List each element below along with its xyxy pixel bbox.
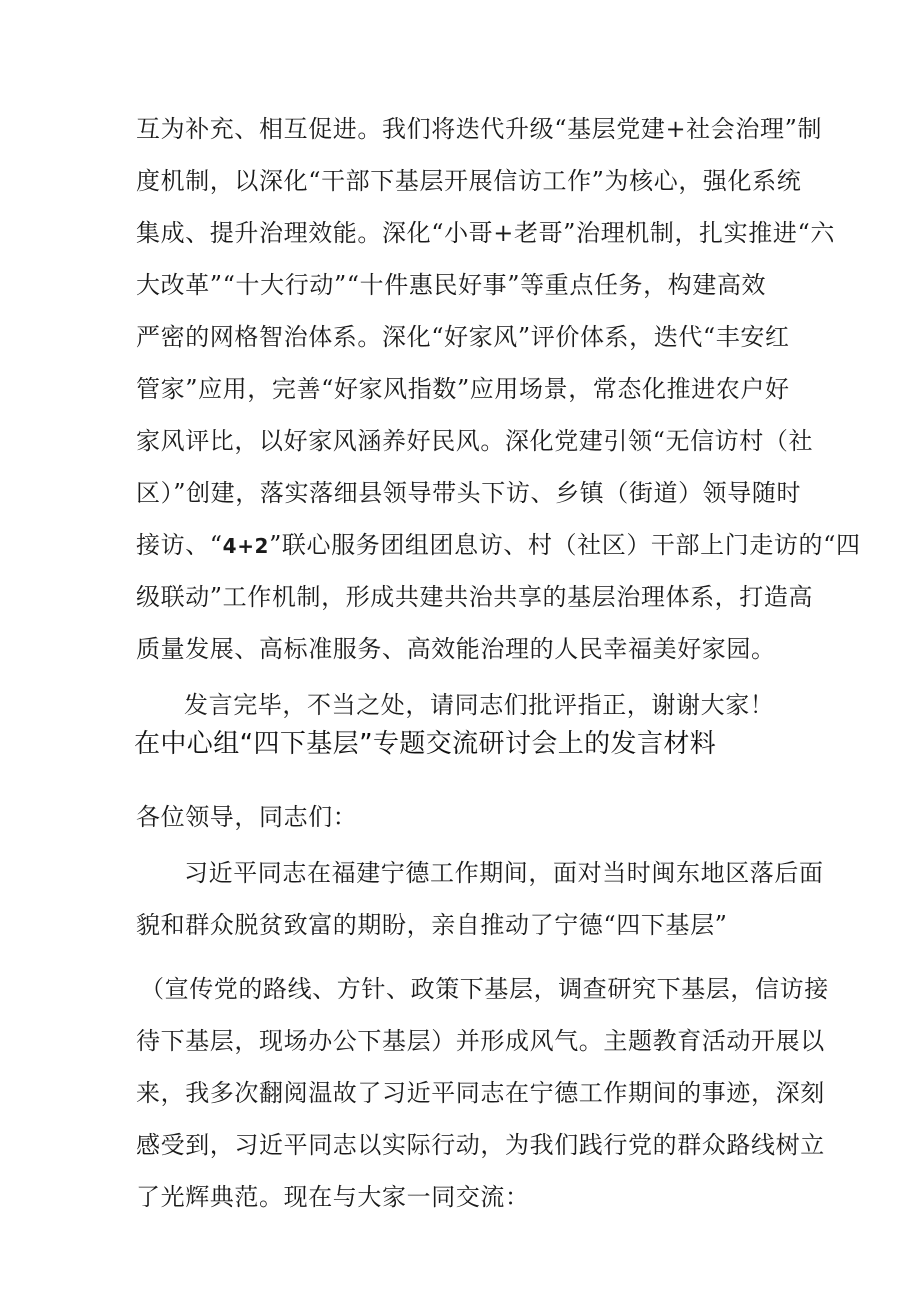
closing-remark: 发言完毕，不当之处，请同志们批评指正，谢谢大家！: [184, 691, 775, 719]
paragraph-line: （宣传党的路线、方针、政策下基层，调查研究下基层，信访接: [140, 975, 829, 1003]
bold-number: 4+2: [222, 534, 270, 558]
paragraph-line: 互为补充、相互促进。我们将迭代升级“基层党建+社会治理”制: [136, 115, 823, 143]
paragraph-line: 貌和群众脱贫致富的期盼，亲自推动了宁德“四下基层”: [136, 911, 728, 939]
section-heading: 在中心组“四下基层”专题交流研讨会上的发言材料: [134, 729, 717, 759]
paragraph-line: 来，我多次翻阅温故了习近平同志在宁德工作期间的事迹，深刻: [136, 1079, 825, 1107]
paragraph-line: 区）”创建，落实落细县领导带头下访、乡镇（街道）领导随时: [136, 479, 802, 507]
line-text: ”联心服务团组团息访、村（社区）干部上门走访的“四: [269, 531, 861, 559]
paragraph-line: 质量发展、高标准服务、高效能治理的人民幸福美好家园。: [136, 635, 776, 663]
paragraph-line: 度机制，以深化“干部下基层开展信访工作”为核心，强化系统: [136, 167, 802, 195]
paragraph-line: 集成、提升治理效能。深化“小哥+老哥”治理机制，扎实推进“六: [136, 219, 835, 247]
paragraph-line: [136, 530, 861, 561]
paragraph-line: 管家”应用，完善“好家风指数”应用场景，常态化推进农户好: [136, 375, 790, 403]
paragraph-line: 了光辉典范。现在与大家一同交流：: [136, 1183, 530, 1211]
paragraph-line: 家风评比，以好家风涵养好民风。深化党建引领“无信访村（社: [136, 427, 814, 455]
paragraph-line: 习近平同志在福建宁德工作期间，面对当时闽东地区落后面: [184, 859, 824, 887]
line-text: 接访、“: [136, 531, 223, 559]
paragraph-line: 严密的网格智治体系。深化“好家风”评价体系，迭代“丰安红: [136, 323, 790, 351]
paragraph-line: 感受到，习近平同志以实际行动，为我们践行党的群众路线树立: [136, 1131, 825, 1159]
paragraph-line: 大改革”“十大行动”“十件惠民好事”等重点任务，构建高效: [136, 271, 767, 299]
salutation: 各位领导，同志们：: [136, 803, 358, 831]
paragraph-line: 级联动”工作机制，形成共建共治共享的基层治理体系，打造高: [136, 583, 814, 611]
paragraph-line: 待下基层，现场办公下基层）并形成风气。主题教育活动开展以: [136, 1027, 825, 1055]
